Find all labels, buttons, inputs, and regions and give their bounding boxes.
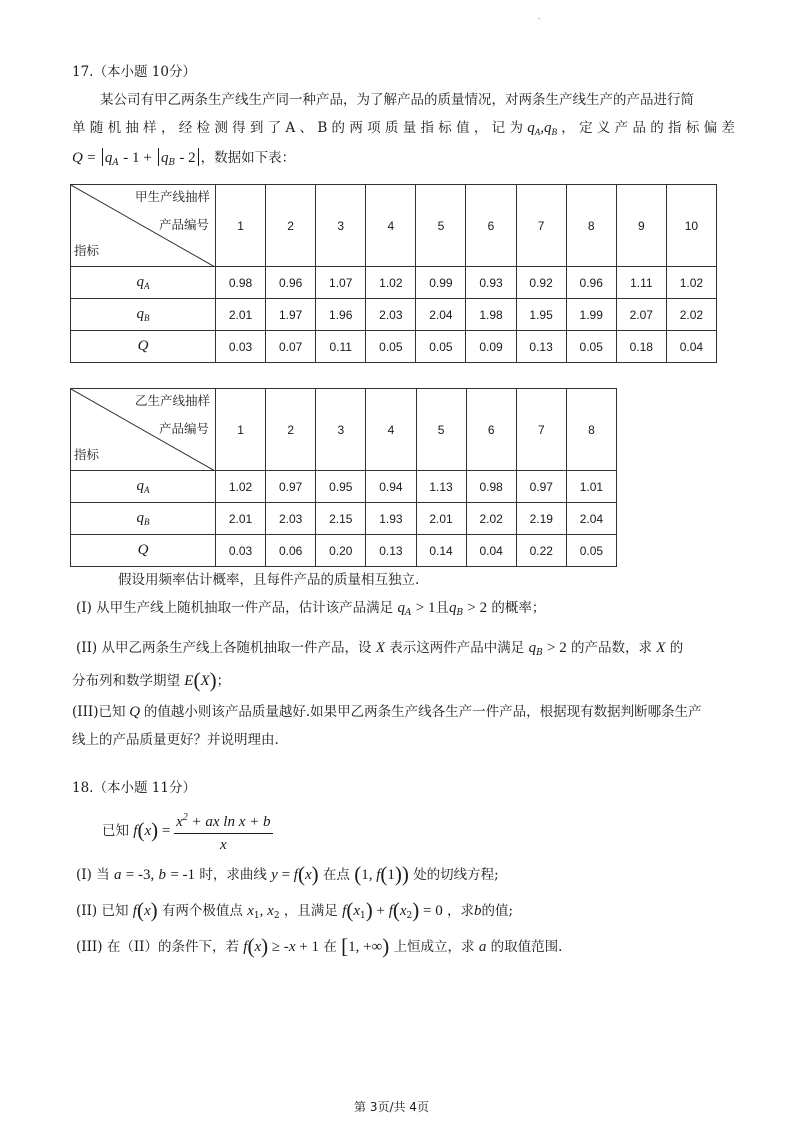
table-cell: 2.01 (216, 299, 266, 331)
table-row (71, 535, 617, 567)
table-cell: 1.07 (316, 267, 366, 299)
q17-title: 17.（本小题 10分） (72, 64, 196, 80)
row-label-qa: $q_A$ (71, 267, 216, 299)
q17-intro-line2: 单 随 机 抽 样 ， 经 检 测 得 到 了 A 、 B 的 两 项 质 量 指 标 值 ， 记 为 $q_A,q_B$ ， 定 义 产 品 的 指 标 偏 差 (72, 120, 735, 137)
table-cell: 0.22 (516, 535, 566, 567)
table2-col-header: 3 (316, 389, 366, 471)
table-cell: 0.03 (216, 535, 266, 567)
table-cell: 0.99 (416, 267, 466, 299)
table2-diag-header: 乙生产线抽样 产品编号 指标 (71, 389, 216, 471)
table-cell: 2.07 (616, 299, 666, 331)
table2-col-header: 6 (466, 389, 516, 471)
row-label-q: Q (71, 535, 216, 567)
q18-part1: (I) 当 a = -3, b = -1 时，求曲线 y = f(x) 在点 (1, f(1)) 处的切线方程; (76, 862, 499, 886)
table-line-yi (70, 388, 617, 567)
table1-col-header: 2 (266, 185, 316, 267)
q17-part2: (II) 从甲乙两条生产线上各随机抽取一件产品，设 X 表示这两件产品中满足 $q_B > 2$ 的产品数，求 X 的 (76, 640, 684, 658)
table-cell: 1.02 (666, 267, 716, 299)
row-label-qb: $q_B$ (71, 503, 216, 535)
table-row (71, 471, 617, 503)
row-label-qb: $q_B$ (71, 299, 216, 331)
table1-col-header: 9 (616, 185, 666, 267)
table-cell: 1.97 (266, 299, 316, 331)
table-cell: 0.18 (616, 331, 666, 363)
table-cell: 0.97 (516, 471, 566, 503)
table-row (71, 331, 717, 363)
table-line-jia (70, 184, 717, 363)
function-fraction: $\frac{x^2 + ax \ln x + b}{x}$ (174, 808, 272, 855)
table2-col-header: 2 (266, 389, 316, 471)
table-cell: 0.13 (366, 535, 416, 567)
table2-col-header: 1 (216, 389, 266, 471)
q17-part1: (I) 从甲生产线上随机抽取一件产品，估计该产品满足 $q_A > 1$且$q_B > 2$ 的概率； (76, 600, 546, 618)
table-cell: 0.93 (466, 267, 516, 299)
table-cell: 0.98 (216, 267, 266, 299)
table2-col-header: 5 (416, 389, 466, 471)
table2-col-header: 4 (366, 389, 416, 471)
page-footer: 第 3页/共 4页 (354, 1100, 429, 1114)
table1-col-header: 4 (366, 185, 416, 267)
table1-col-header: 3 (316, 185, 366, 267)
header-mark: - (538, 14, 541, 23)
table-cell: 0.05 (416, 331, 466, 363)
table1-diag-header: 甲生产线抽样 产品编号 指标 (71, 185, 216, 267)
table1-col-header: 6 (466, 185, 516, 267)
table-cell: 2.19 (516, 503, 566, 535)
table-cell: 1.96 (316, 299, 366, 331)
table-cell: 0.04 (466, 535, 516, 567)
table-cell: 1.02 (366, 267, 416, 299)
table-cell: 0.13 (516, 331, 566, 363)
table-row (71, 299, 717, 331)
table-cell: 0.97 (266, 471, 316, 503)
q17-part2-line2: 分布列和数学期望 E(X)； (72, 668, 231, 692)
table-cell: 2.04 (416, 299, 466, 331)
q17-part3: (III)已知 Q 的值越小则该产品质量越好.如果甲乙两条生产线各生产一件产品，根据现有数据判断哪条生产 (72, 704, 702, 720)
q18-part2: (II) 已知 f(x) 有两个极值点 $x_1$, $x_2$ ，且满足 $f(x_1) + f(x_2) = 0$ ，求b的值; (76, 898, 514, 922)
table-cell: 2.01 (216, 503, 266, 535)
q17-deviation-formula: $Q = q_A - 1 + q_B - 2$ ，数据如下表： (72, 150, 296, 168)
table1-col-header: 1 (216, 185, 266, 267)
table-cell: 0.96 (266, 267, 316, 299)
table-cell: 1.11 (616, 267, 666, 299)
table-cell: 0.14 (416, 535, 466, 567)
table-cell: 0.92 (516, 267, 566, 299)
table2-col-header: 8 (566, 389, 616, 471)
table-cell: 0.95 (316, 471, 366, 503)
table-cell: 2.02 (666, 299, 716, 331)
table-cell: 2.01 (416, 503, 466, 535)
table-cell: 0.20 (316, 535, 366, 567)
q-symbols: $q_A,q_B$ (527, 120, 557, 137)
table-cell: 0.94 (366, 471, 416, 503)
table-cell: 1.02 (216, 471, 266, 503)
table-cell: 1.01 (566, 471, 616, 503)
table-row (71, 267, 717, 299)
table-cell: 1.93 (366, 503, 416, 535)
table1-col-header: 8 (566, 185, 616, 267)
table-cell: 2.04 (566, 503, 616, 535)
table-cell: 2.03 (366, 299, 416, 331)
table1-col-header: 10 (666, 185, 716, 267)
q18-part3: (III) 在（II）的条件下，若 f(x) ≥ -x + 1 在 [1, +∞) 上恒成立，求 a 的取值范围. (76, 934, 563, 958)
table1-col-header: 5 (416, 185, 466, 267)
table2-col-header: 7 (516, 389, 566, 471)
q17-intro-line1: 某公司有甲乙两条生产线生产同一种产品，为了解产品的质量情况，对两条生产线生产的产品进行简 (100, 92, 694, 108)
table-cell: 1.99 (566, 299, 616, 331)
table-cell: 0.04 (666, 331, 716, 363)
table-cell: 0.05 (566, 535, 616, 567)
table1-col-header: 7 (516, 185, 566, 267)
row-label-q: Q (71, 331, 216, 363)
table-row (71, 503, 617, 535)
table-cell: 0.11 (316, 331, 366, 363)
table-cell: 2.15 (316, 503, 366, 535)
table-cell: 0.05 (366, 331, 416, 363)
table-cell: 0.07 (266, 331, 316, 363)
table-cell: 2.03 (266, 503, 316, 535)
table-cell: 2.02 (466, 503, 516, 535)
q17-assumption: 假设用频率估计概率，且每件产品的质量相互独立. (118, 572, 420, 588)
row-label-qa: $q_A$ (71, 471, 216, 503)
table-cell: 0.06 (266, 535, 316, 567)
table-cell: 0.96 (566, 267, 616, 299)
table-cell: 1.98 (466, 299, 516, 331)
table-cell: 0.09 (466, 331, 516, 363)
q17-part3-line2: 线上的产品质量更好？并说明理由. (72, 732, 279, 748)
q18-title: 18.（本小题 11分） (72, 780, 196, 796)
table-cell: 1.95 (516, 299, 566, 331)
q18-function: 已知 f(x) = $\frac{x^2 + ax \ln x + b}{x}$ (102, 808, 273, 855)
table-cell: 0.05 (566, 331, 616, 363)
table-cell: 1.13 (416, 471, 466, 503)
table-cell: 0.03 (216, 331, 266, 363)
table-cell: 0.98 (466, 471, 516, 503)
